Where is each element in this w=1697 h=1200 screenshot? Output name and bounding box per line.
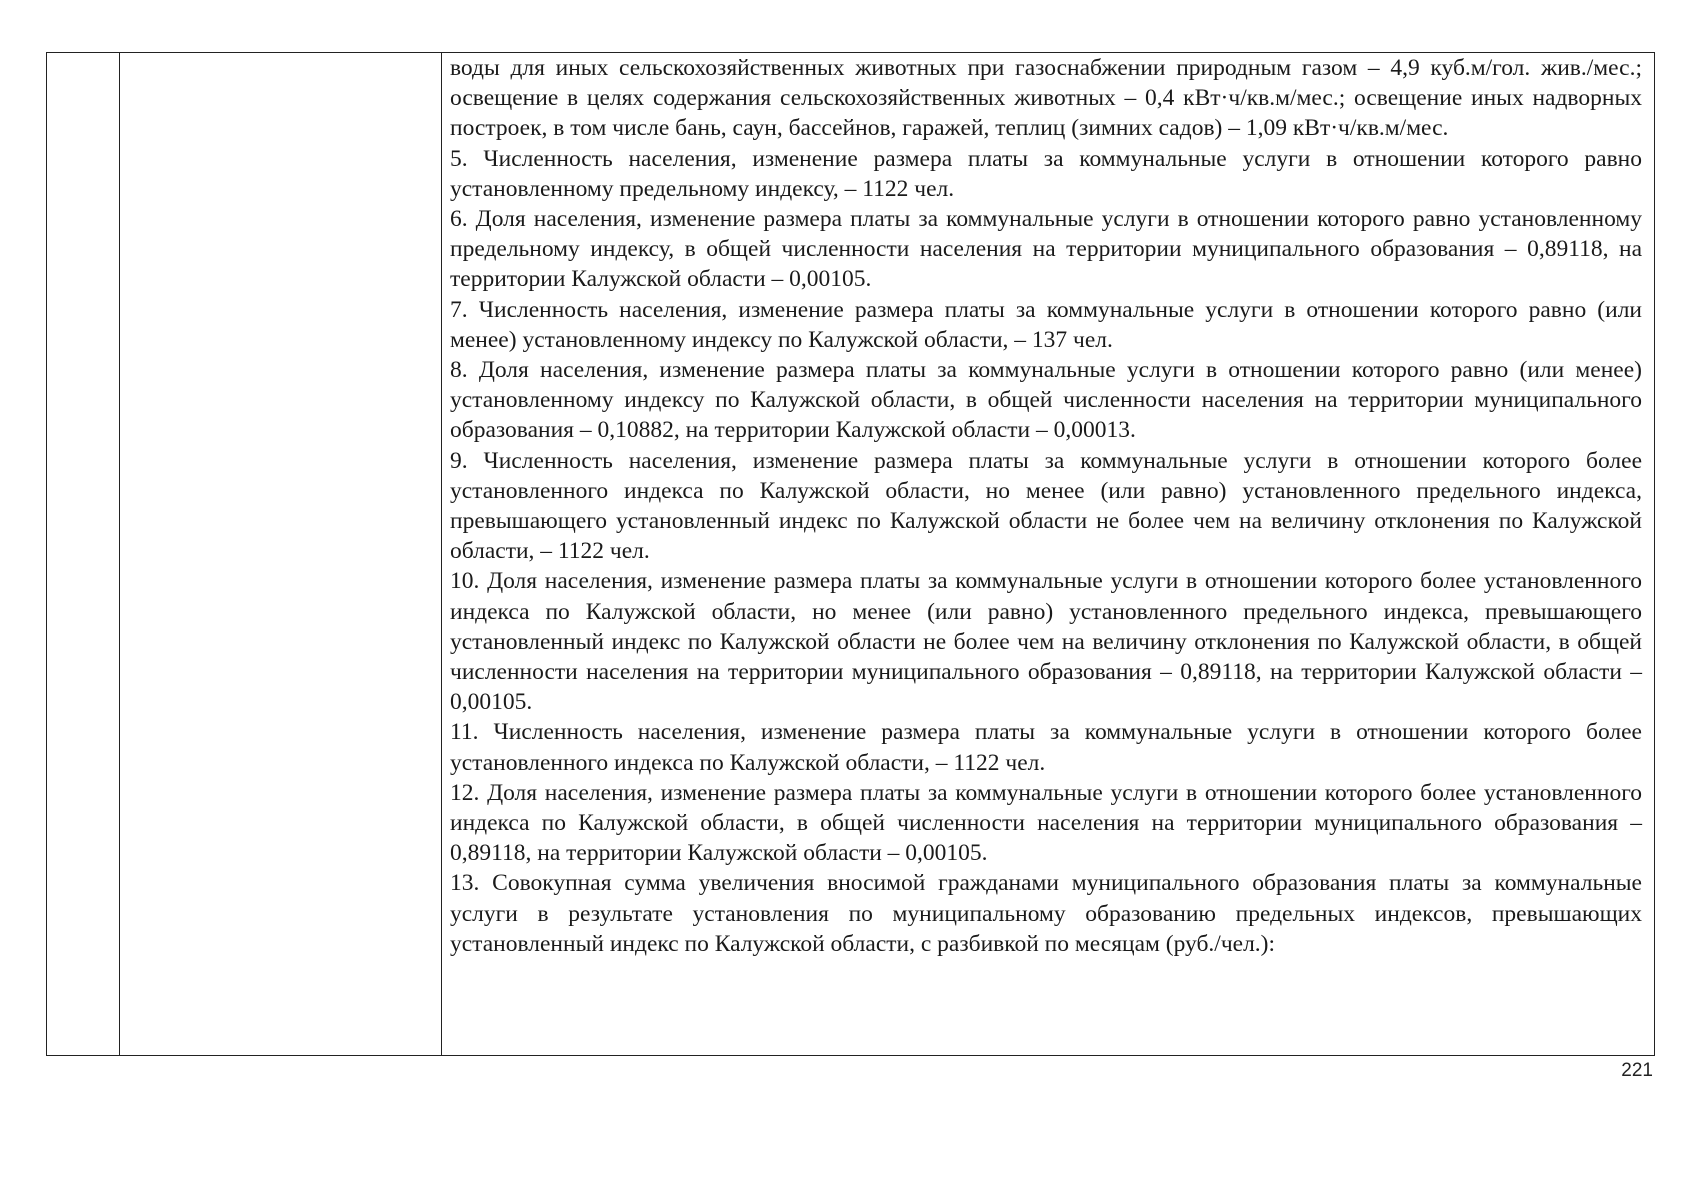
paragraph-continuation: воды для иных сельскохозяйственных животных при газоснабжении природным газом – 4,9 куб.м/гол. жив./мес.; освещение в целях содержания сельскохозяйственных животных – 0,4 кВт·ч/кв.м/мес.; освещение иных надворных построек, в том числе бань, саун, бассейнов, гаражей, теплиц (зимних садов) – 1,09 кВт·ч/кв.м/мес. [450,55,1642,142]
paragraph-item-9: 9. Численность населения, изменение размера платы за коммунальные услуги в отношении которого более установленного индекса по Калужской области, но менее (или равно) установленного предельного индекса, превышающего установленный индекс по Калужской области не более чем на величину отклонения по Калужской области, – 1122 чел. [450,447,1642,565]
table-column-number [47,53,120,1055]
paragraph-item-10: 10. Доля населения, изменение размера платы за коммунальные услуги в отношении которого более установленного индекса по Калужской области, но менее (или равно) установленного предельного индекса, превышающего установленный индекс по Калужской области не более чем на величину отклонения по Калужской области, в общей численности населения на территории муниципального образования – 0,89118, на территории Калужской области – 0,00105. [450,568,1642,716]
paragraph-item-13: 13. Совокупная сумма увеличения вносимой гражданами муниципального образования платы за коммунальные услуги в результате установления по муниципальному образованию предельных индексов, превышающих установленный индекс по Калужской области, с разбивкой по месяцам (руб./чел.): [450,870,1642,957]
paragraph-item-7: 7. Численность населения, изменение размера платы за коммунальные услуги в отношении которого равно (или менее) установленному индексу по Калужской области, – 137 чел. [450,296,1642,353]
paragraph-item-12: 12. Доля населения, изменение размера платы за коммунальные услуги в отношении которого более установленного индекса по Калужской области, в общей численности населения на территории муниципального образования – 0,89118, на территории Калужской области – 0,00105. [450,779,1642,867]
table-column-content [442,53,1654,1055]
paragraph-item-8: 8. Доля населения, изменение размера платы за коммунальные услуги в отношении которого равно (или менее) установленному индексу по Калужской области, в общей численности населения на территории муниципального образования – 0,10882, на территории Калужской области – 0,00013. [450,357,1642,444]
table-column-name [120,53,442,1055]
paragraph-item-11: 11. Численность населения, изменение размера платы за коммунальные услуги в отношении которого более установленного индекса по Калужской области, – 1122 чел. [450,719,1642,776]
page-number: 221 [1621,1060,1653,1081]
paragraph-item-5: 5. Численность населения, изменение размера платы за коммунальные услуги в отношении которого равно установленному предельному индексу, – 1122 чел. [450,145,1642,202]
paragraph-item-6: 6. Доля населения, изменение размера платы за коммунальные услуги в отношении которого равно установленному предельному индексу, в общей численности населения на территории муниципального образования – 0,89118, на территории Калужской области – 0,00105. [450,206,1642,293]
document-table [46,52,1655,1056]
